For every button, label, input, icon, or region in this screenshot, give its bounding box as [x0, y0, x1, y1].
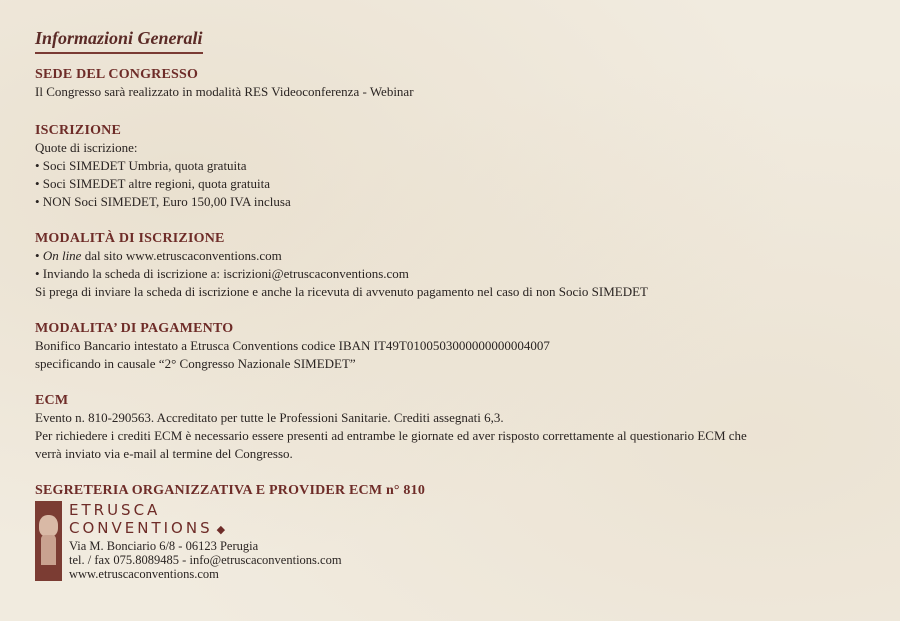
modalita-item-online: [35, 247, 875, 265]
modalita-iscrizione-heading: MODALITÀ DI ISCRIZIONE: [35, 231, 225, 246]
sede-text: Il Congresso sarà realizzato in modalità RES Videoconferenza - Webinar: [35, 84, 414, 99]
diamond-icon: ◆: [216, 523, 226, 536]
online-site: dal sito www.etruscaconventions.com: [81, 248, 282, 263]
pagamento-heading: MODALITA’ DI PAGAMENTO: [35, 321, 234, 336]
brand-name-line2: [69, 519, 342, 539]
section-sede: [35, 67, 875, 101]
iscrizione-item: • Soci SIMEDET altre regioni, quota gratuita: [35, 176, 271, 191]
iscrizione-intro: Quote di iscrizione:: [35, 140, 138, 155]
section-iscrizione: [35, 123, 875, 211]
iscrizione-item: • Soci SIMEDET Umbria, quota gratuita: [35, 158, 247, 173]
bullet: •: [35, 248, 43, 263]
sede-heading: SEDE DEL CONGRESSO: [35, 67, 199, 82]
brand-name-line1: ETRUSCA: [69, 501, 161, 519]
section-modalita-iscrizione: [35, 231, 875, 301]
modalita-item-email: • Inviando la scheda di iscrizione a: iscrizioni@etruscaconventions.com: [35, 266, 409, 281]
provider-info: [69, 501, 342, 581]
segreteria-heading: SEGRETERIA ORGANIZZATIVA E PROVIDER ECM n° 810: [35, 483, 426, 498]
provider-address: Via M. Bonciario 6/8 - 06123 Perugia: [69, 539, 259, 553]
section-segreteria: [35, 483, 875, 581]
ecm-line: Evento n. 810-290563. Accreditato per tutte le Professioni Sanitarie. Crediti assegnati 6,3.: [35, 410, 504, 425]
page-title: Informazioni Generali: [35, 28, 203, 54]
iscrizione-item: • NON Soci SIMEDET, Euro 150,00 IVA inclusa: [35, 194, 291, 209]
iscrizione-heading: ISCRIZIONE: [35, 123, 122, 138]
info-page: [35, 28, 875, 581]
online-label: On line: [42, 248, 82, 263]
provider-contacts: tel. / fax 075.8089485 - info@etruscaconventions.com: [69, 553, 342, 567]
ecm-line: verrà inviato via e-mail al termine del Congresso.: [35, 446, 293, 461]
brand-name-conventions: CONVENTIONS: [69, 519, 213, 537]
pagamento-line: Bonifico Bancario intestato a Etrusca Conventions codice IBAN IT49T0100503000000000004007: [35, 338, 550, 353]
section-pagamento: [35, 321, 875, 373]
section-ecm: [35, 393, 875, 463]
provider-block: [35, 501, 875, 581]
pagamento-line: specificando in causale “2° Congresso Nazionale SIMEDET”: [35, 356, 356, 371]
modalita-note: Si prega di inviare la scheda di iscrizione e anche la ricevuta di avvenuto pagamento nel caso di non Socio SIMEDET: [35, 284, 648, 299]
provider-website: www.etruscaconventions.com: [69, 567, 219, 581]
ecm-line: Per richiedere i crediti ECM è necessario essere presenti ad entrambe le giornate ed aver risposto correttamente al questionario ECM che: [35, 428, 747, 443]
ecm-heading: ECM: [35, 393, 69, 408]
statue-logo-icon: [35, 501, 62, 581]
